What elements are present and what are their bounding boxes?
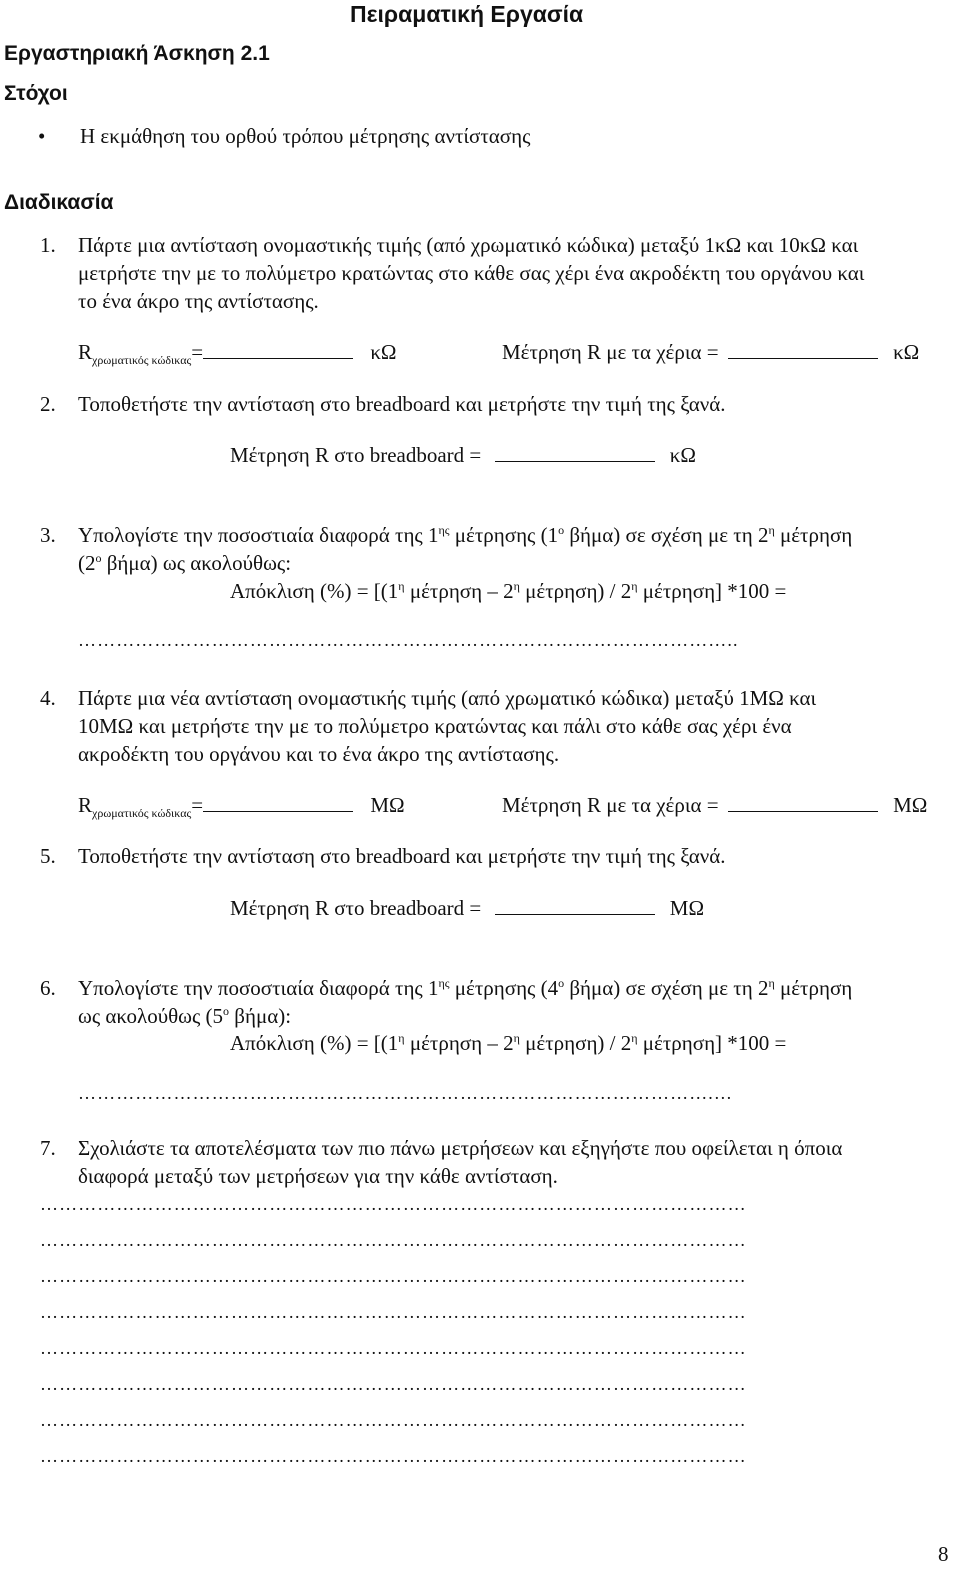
hand-measurement-blank[interactable] [728, 341, 878, 359]
comment-line-8[interactable]: ………………………………………………………………………………………………… [40, 1446, 747, 1466]
step-6-answer-dots[interactable]: ……………………………………………………………………………………….… [78, 1083, 733, 1103]
step-4-line-3: ακροδέκτη του οργάνου και το ένα άκρο της αντίστασης. [78, 742, 560, 766]
r-symbol: R [78, 793, 93, 817]
equals-sign: = [191, 793, 204, 817]
exercise-title: Εργαστηριακή Άσκηση 2.1 [4, 42, 270, 65]
breadboard-label: Μέτρηση R στο breadboard = [230, 896, 482, 920]
equals-sign: = [191, 340, 204, 364]
color-code-value-blank[interactable] [203, 341, 353, 359]
breadboard-value-blank[interactable] [495, 897, 655, 915]
r-subscript: χρωματικός κώδικας [92, 806, 192, 821]
step-4-hand-row [502, 791, 927, 819]
step-5-number: 5. [40, 844, 56, 868]
hand-measurement-label: Μέτρηση R με τα χέρια = [502, 793, 719, 817]
unit-label: ΜΩ [893, 793, 928, 817]
step-3-line-2: ($2^o$ βήμα) ως ακολούθως: [78, 551, 292, 575]
r-subscript: χρωματικός κώδικας [92, 353, 192, 368]
step-2-breadboard-row [230, 441, 696, 469]
goal-item: Η εκμάθηση του ορθού τρόπου μέτρησης αντίστασης [80, 124, 531, 148]
step-7-line-2: διαφορά μεταξύ των μετρήσεων για την κάθε αντίσταση. [78, 1164, 558, 1188]
step-3-formula: Απόκλιση (%) = [($1^\eta$ μέτρηση – $2^\eta$ $\mu έ\tau\rho\eta\sigma\eta) / 2^\eta$ μέτρηση] *100 = [230, 579, 787, 603]
step-6-line-1: Υπολογίστε την ποσοστιαία διαφορά της $1^{\eta\varsigma}$ μέτρησης ($4^o$ βήμα) σε σχέση με τη $2^\eta$ μέτρηση [78, 976, 853, 1000]
step-3-answer-dots[interactable]: ………………………………………………………………………………………….. [78, 630, 739, 650]
step-5-text: Τοποθετήστε την αντίσταση στο breadboard και μετρήστε την τιμή της ξανά. [78, 844, 726, 868]
hand-measurement-blank[interactable] [728, 794, 878, 812]
step-1-hand-row [502, 338, 919, 366]
hand-measurement-label: Μέτρηση R με τα χέρια = [502, 340, 719, 364]
step-1-color-code-row [78, 338, 397, 366]
goals-title: Στόχοι [4, 82, 68, 105]
step-2-text: Τοποθετήστε την αντίσταση στο breadboard και μετρήστε την τιμή της ξανά. [78, 392, 726, 416]
breadboard-label: Μέτρηση R στο breadboard = [230, 443, 482, 467]
step-3-number: 3. [40, 523, 56, 547]
step-7-number: 7. [40, 1136, 56, 1160]
comment-line-6[interactable]: ………………………………………………………………………………………………… [40, 1374, 747, 1394]
comment-line-5[interactable]: ………………………………………………………………………………………………… [40, 1338, 747, 1358]
breadboard-value-blank[interactable] [495, 444, 655, 462]
step-4-line-2: 10ΜΩ και μετρήστε την με το πολύμετρο κρατώντας και πάλι στο κάθε σας χέρι ένα [78, 714, 792, 738]
unit-label: ΜΩ [370, 793, 405, 817]
r-symbol: R [78, 340, 93, 364]
step-5-breadboard-row [230, 894, 704, 922]
unit-label: κΩ [669, 443, 696, 467]
step-6-number: 6. [40, 976, 56, 1000]
unit-label: κΩ [370, 340, 397, 364]
color-code-value-blank[interactable] [203, 794, 353, 812]
unit-label: κΩ [893, 340, 920, 364]
step-3-line-1: Υπολογίστε την ποσοστιαία διαφορά της $1^{\eta\varsigma}$ μέτρησης ($1^o$ βήμα) σε σχέση με τη $2^\eta$ μέτρηση [78, 523, 853, 547]
step-4-number: 4. [40, 686, 56, 710]
comment-line-7[interactable]: ………………………………………………………………………………………………… [40, 1410, 747, 1430]
step-1-number: 1. [40, 233, 56, 257]
step-1-line-3: το ένα άκρο της αντίστασης. [78, 289, 319, 313]
step-6-line-2: ως ακολούθως ($5^o$ βήμα): [78, 1004, 292, 1028]
procedure-title: Διαδικασία [4, 191, 114, 214]
step-1-line-1: Πάρτε μια αντίσταση ονομαστικής τιμής (από χρωματικό κώδικα) μεταξύ 1κΩ και 10κΩ και [78, 233, 859, 257]
comment-line-3[interactable]: ………………………………………………………………………………………………… [40, 1266, 747, 1286]
comment-line-1[interactable]: ………………………………………………………………………………………………… [40, 1194, 747, 1214]
unit-label: ΜΩ [669, 896, 705, 920]
comment-line-2[interactable]: ………………………………………………………………………………………………… [40, 1230, 747, 1250]
step-4-color-code-row [78, 791, 405, 819]
step-7-line-1: Σχολιάστε τα αποτελέσματα των πιο πάνω μετρήσεων και εξηγήστε που οφείλεται η όποια [78, 1136, 843, 1160]
step-1-line-2: μετρήστε την με το πολύμετρο κρατώντας στο κάθε σας χέρι ένα ακροδέκτη του οργάνου και [78, 261, 865, 285]
step-4-line-1: Πάρτε μια νέα αντίσταση ονομαστικής τιμής (από χρωματικό κώδικα) μεταξύ 1ΜΩ και [78, 686, 817, 710]
main-title: Πειραματική Εργασία [350, 1, 584, 27]
step-2-number: 2. [40, 392, 56, 416]
comment-line-4[interactable]: ………………………………………………………………………………………………… [40, 1302, 747, 1322]
page-number: 8 [938, 1542, 949, 1566]
step-6-formula: Απόκλιση (%) = [($1^\eta$ μέτρηση – $2^\eta$ $\mu έ\tau\rho\eta\sigma\eta) / 2^\eta$ μέτρηση] *100 = [230, 1031, 787, 1055]
goal-bullet: • [38, 124, 46, 148]
